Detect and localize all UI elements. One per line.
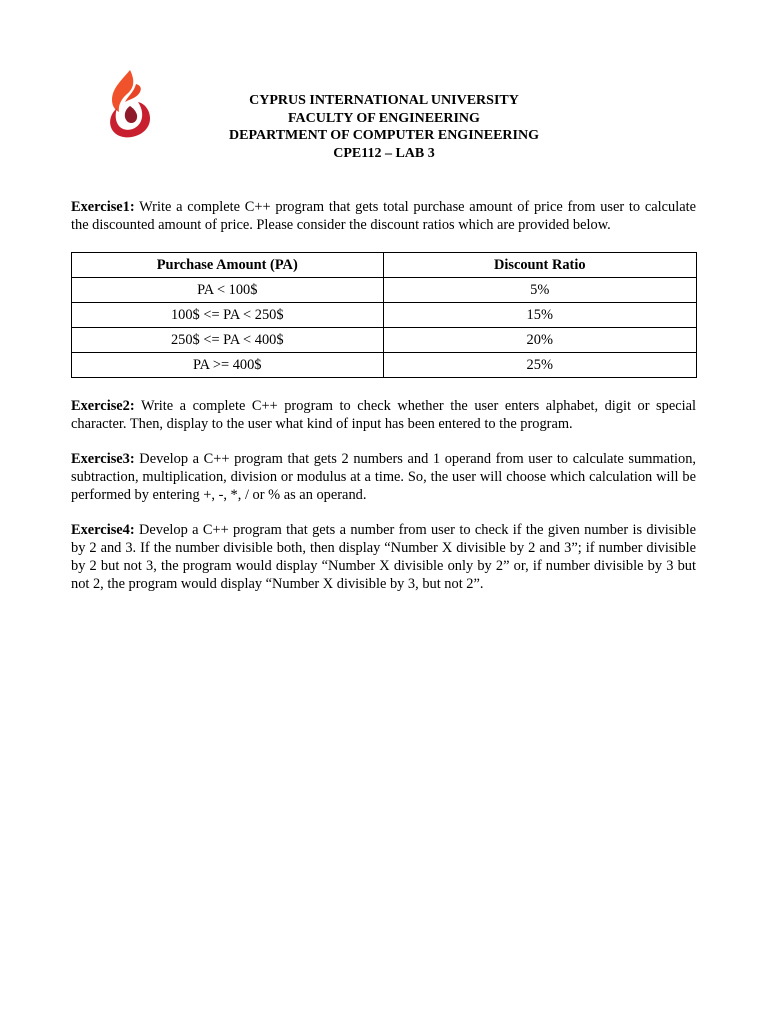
table-row bbox=[72, 303, 697, 328]
table-row bbox=[72, 353, 697, 378]
exercise-1 bbox=[71, 198, 696, 234]
exercise-1-label: Exercise1: bbox=[71, 199, 135, 215]
purchase-amount-cell: 100$ <= PA < 250$ bbox=[72, 303, 384, 328]
exercise-3 bbox=[71, 450, 696, 504]
table-header-row bbox=[72, 253, 697, 278]
purchase-amount-cell: 250$ <= PA < 400$ bbox=[72, 328, 384, 353]
exercise-4 bbox=[71, 521, 696, 593]
exercise-2-label: Exercise2: bbox=[71, 398, 135, 414]
exercise-1-text: Write a complete C++ program that gets total purchase amount of price from user to calculate the discounted amount of price. Please consider the discount ratios which are provided below. bbox=[71, 199, 697, 233]
flame-logo-icon bbox=[100, 68, 158, 140]
exercise-3-text: Develop a C++ program that gets 2 numbers and 1 operand from user to calculate summation, subtraction, multiplication, division or modulus at a time. So, the user will choose which calculation will be performed by entering +, -, *, / or % as an operand. bbox=[71, 451, 696, 503]
exercise-4-text: Develop a C++ program that gets a number from user to check if the given number is divisible by 2 and 3. If the number divisible both, then display “Number X divisible by 2 and 3”; if number divisible by 2 but not 3, the program would display “Number X divisible only by 2” or, if number divisible by 3 but not 2, the program would display “Number X divisible by 3, but not 2”. bbox=[71, 522, 696, 592]
exercise-3-label: Exercise3: bbox=[71, 451, 135, 467]
column-header-purchase-amount: Purchase Amount (PA) bbox=[72, 253, 384, 278]
purchase-amount-cell: PA < 100$ bbox=[72, 278, 384, 303]
discount-ratio-cell: 15% bbox=[383, 303, 697, 328]
table-row bbox=[72, 278, 697, 303]
table-row bbox=[72, 328, 697, 353]
purchase-amount-cell: PA >= 400$ bbox=[72, 353, 384, 378]
discount-table bbox=[71, 252, 697, 378]
discount-ratio-cell: 25% bbox=[383, 353, 697, 378]
discount-ratio-cell: 20% bbox=[383, 328, 697, 353]
exercise-4-label: Exercise4: bbox=[71, 522, 135, 538]
faculty-name: FACULTY OF ENGINEERING bbox=[288, 110, 480, 126]
university-name: CYPRUS INTERNATIONAL UNIVERSITY bbox=[249, 93, 519, 108]
discount-ratio-cell: 5% bbox=[383, 278, 697, 303]
document-header bbox=[184, 92, 584, 163]
exercise-2 bbox=[71, 397, 696, 433]
department-name: DEPARTMENT OF COMPUTER ENGINEERING bbox=[229, 128, 539, 144]
lab-title: CPE112 – LAB 3 bbox=[333, 146, 435, 162]
column-header-discount-ratio: Discount Ratio bbox=[383, 253, 697, 278]
exercise-2-text: Write a complete C++ program to check whether the user enters alphabet, digit or special character. Then, display to the user what kind of input has been entered to the program. bbox=[71, 398, 696, 432]
university-logo bbox=[100, 68, 158, 140]
